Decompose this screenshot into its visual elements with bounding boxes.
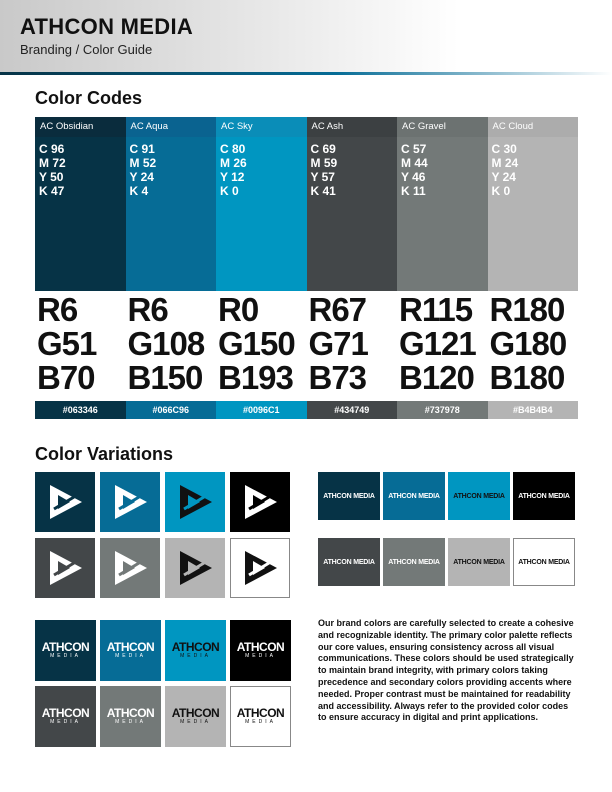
stacked-bottom: MEDIA xyxy=(115,719,146,725)
logo-mark-icon xyxy=(107,479,153,525)
stacked-logo-tile xyxy=(100,620,161,681)
rgb-g: G108 xyxy=(127,325,205,362)
logo-tile xyxy=(165,472,225,532)
color-name: AC Obsidian xyxy=(35,117,126,137)
color-swatch xyxy=(216,137,307,291)
color-column-ash xyxy=(307,117,398,415)
cmyk-k: K 47 xyxy=(39,184,65,198)
rgb-r: R180 xyxy=(489,291,565,328)
rgb-values xyxy=(128,293,205,395)
color-swatch xyxy=(126,137,217,291)
stacked-top: ATHCON xyxy=(236,706,285,720)
color-codes-table xyxy=(35,117,578,415)
logo-mark-icon xyxy=(42,545,88,591)
color-name: AC Sky xyxy=(216,117,307,137)
wordmark-tile: ATHCON MEDIA xyxy=(448,472,510,520)
logo-tile xyxy=(35,538,95,598)
rgb-r: R67 xyxy=(308,291,367,328)
cmyk-y: Y 46 xyxy=(401,170,426,184)
cmyk-k: K 4 xyxy=(129,184,149,198)
wordmark-tile: ATHCON MEDIA xyxy=(383,538,445,586)
color-swatch xyxy=(397,137,488,291)
rgb-b: B120 xyxy=(399,359,474,396)
color-name: AC Ash xyxy=(307,117,398,137)
logo-mark-icon xyxy=(42,479,88,525)
cmyk-m: M 44 xyxy=(401,156,428,170)
stacked-top: ATHCON xyxy=(106,706,155,720)
rgb-g: G121 xyxy=(399,325,476,362)
cmyk-c: C 80 xyxy=(220,142,246,156)
rgb-values xyxy=(37,293,96,395)
wordmark-tile: ATHCON MEDIA xyxy=(383,472,445,520)
logo-mark-icon xyxy=(172,545,218,591)
cmyk-m: M 26 xyxy=(220,156,247,170)
rgb-b: B193 xyxy=(218,359,293,396)
cmyk-c: C 30 xyxy=(491,142,517,156)
hex-code: #066C96 xyxy=(126,401,217,419)
stacked-bottom: MEDIA xyxy=(180,653,211,659)
cmyk-c: C 96 xyxy=(39,142,65,156)
color-codes-title: Color Codes xyxy=(35,88,143,108)
color-name: AC Gravel xyxy=(397,117,488,137)
stacked-logo-tile xyxy=(35,686,96,747)
color-variations-title: Color Variations xyxy=(35,444,174,464)
cmyk-y: Y 12 xyxy=(220,170,245,184)
stacked-bottom: MEDIA xyxy=(245,653,276,659)
wordmark-tile: ATHCON MEDIA xyxy=(513,538,575,586)
rgb-b: B70 xyxy=(37,359,95,396)
brand-title: ATHCON MEDIA xyxy=(20,14,194,39)
rgb-g: G180 xyxy=(489,325,567,362)
color-swatch xyxy=(35,137,126,291)
stacked-logo-tile xyxy=(100,686,161,747)
stacked-bottom: MEDIA xyxy=(50,653,81,659)
stacked-bottom: MEDIA xyxy=(180,719,211,725)
hex-code: #0096C1 xyxy=(216,401,307,419)
hex-code: #434749 xyxy=(307,401,398,419)
wordmark-tile: ATHCON MEDIA xyxy=(318,472,380,520)
stacked-logo-tile xyxy=(165,620,226,681)
cmyk-m: M 59 xyxy=(310,156,338,170)
logo-mark-icon xyxy=(172,479,218,525)
stacked-top: ATHCON xyxy=(171,640,220,654)
rgb-g: G150 xyxy=(218,325,295,362)
cmyk-y: Y 24 xyxy=(491,170,516,184)
header-rule xyxy=(0,72,612,75)
hex-code: #B4B4B4 xyxy=(488,401,579,419)
stacked-top: ATHCON xyxy=(41,706,90,720)
cmyk-c: C 91 xyxy=(129,142,155,156)
stacked-top: ATHCON xyxy=(171,706,220,720)
stacked-logo-tile xyxy=(230,620,291,681)
rgb-values xyxy=(399,293,476,395)
cmyk-k: K 0 xyxy=(491,184,511,198)
rgb-r: R115 xyxy=(399,291,473,328)
rgb-g: G71 xyxy=(308,325,368,362)
rgb-g: G51 xyxy=(37,325,97,362)
stacked-logo-tile xyxy=(35,620,96,681)
rgb-r: R0 xyxy=(218,291,259,328)
wordmark-tile: ATHCON MEDIA xyxy=(318,538,380,586)
color-name: AC Aqua xyxy=(126,117,217,137)
logo-tile xyxy=(100,538,160,598)
logo-mark-icon xyxy=(107,545,153,591)
logo-mark-icon xyxy=(237,545,283,591)
stacked-logo-tile xyxy=(230,686,291,747)
cmyk-m: M 72 xyxy=(39,156,66,170)
brand-description: Our brand colors are carefully selected to create a cohesive and recognizable identity. The primary color palette reflects our core values, ensuring consistency across all visual communications. These colors should be used strategically to maintain brand integrity, with primary colors taking precedence and secondary colors providing accents where needed. Proper contrast must be maintained for readability and accessibility. Always refer to the provided color codes to ensure accuracy in digital and print applications. xyxy=(318,618,574,723)
stacked-bottom: MEDIA xyxy=(50,719,81,725)
rgb-values xyxy=(309,293,368,395)
color-swatch xyxy=(307,137,398,291)
logo-tile xyxy=(35,472,95,532)
logo-mark-icon xyxy=(237,479,283,525)
color-column-gravel xyxy=(397,117,488,415)
logo-tile xyxy=(230,538,290,598)
stacked-top: ATHCON xyxy=(106,640,155,654)
color-column-sky xyxy=(216,117,307,415)
stacked-logo-tile xyxy=(165,686,226,747)
rgb-r: R6 xyxy=(37,291,78,328)
rgb-b: B73 xyxy=(308,359,367,396)
wordmark-tile: ATHCON MEDIA xyxy=(448,538,510,586)
logo-tile xyxy=(165,538,225,598)
cmyk-m: M 52 xyxy=(129,156,157,170)
logo-tile xyxy=(100,472,160,532)
color-column-cloud xyxy=(488,117,579,415)
rgb-r: R6 xyxy=(127,291,168,328)
color-column-obsidian xyxy=(35,117,126,415)
cmyk-k: K 0 xyxy=(220,184,239,198)
cmyk-y: Y 50 xyxy=(39,170,64,184)
hex-code: #737978 xyxy=(397,401,488,419)
cmyk-y: Y 24 xyxy=(129,170,154,184)
rgb-b: B150 xyxy=(127,359,203,396)
color-swatch xyxy=(488,137,579,291)
stacked-top: ATHCON xyxy=(236,640,285,654)
stacked-bottom: MEDIA xyxy=(245,719,276,725)
cmyk-c: C 57 xyxy=(401,142,427,156)
stacked-top: ATHCON xyxy=(41,640,90,654)
header-bar xyxy=(0,0,612,72)
cmyk-k: K 11 xyxy=(401,184,426,198)
rgb-values xyxy=(218,293,295,395)
brand-subtitle: Branding / Color Guide xyxy=(20,42,153,57)
rgb-b: B180 xyxy=(489,359,565,396)
rgb-values xyxy=(490,293,567,395)
color-name: AC Cloud xyxy=(488,117,579,137)
logo-tile xyxy=(230,472,290,532)
cmyk-c: C 69 xyxy=(310,142,336,156)
cmyk-m: M 24 xyxy=(491,156,519,170)
hex-code: #063346 xyxy=(35,401,126,419)
color-column-aqua xyxy=(126,117,217,415)
wordmark-tile: ATHCON MEDIA xyxy=(513,472,575,520)
cmyk-k: K 41 xyxy=(310,184,336,198)
cmyk-y: Y 57 xyxy=(310,170,335,184)
stacked-bottom: MEDIA xyxy=(115,653,146,659)
